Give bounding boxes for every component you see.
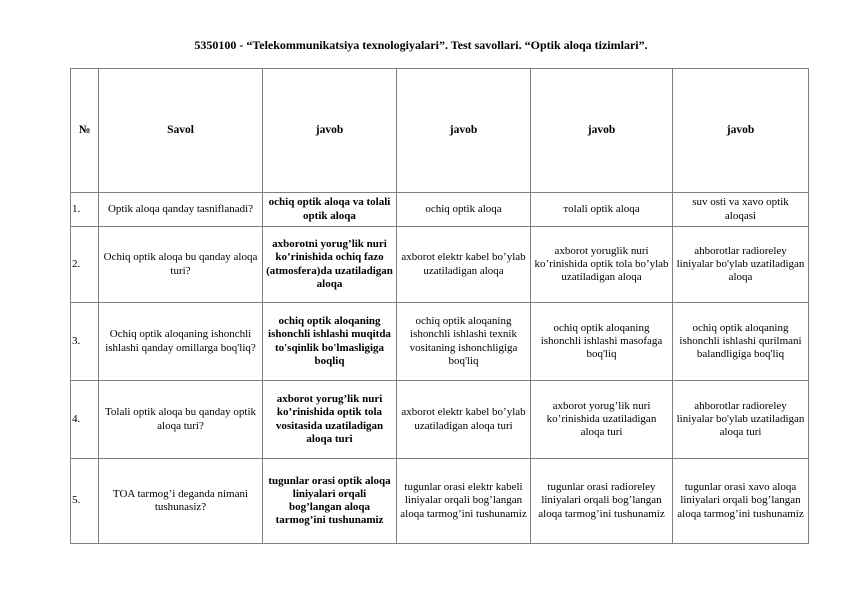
answer-option: suv osti va xavo optik aloqasi: [673, 193, 809, 227]
questions-table: [70, 68, 809, 544]
answer-option: axborot elektr kabel bo’ylab uzatiladigan aloqa turi: [397, 381, 531, 459]
correct-answer: axborot yorug’lik nuri ko’rinishida optik tola vositasida uzatiladigan aloqa turi: [263, 381, 397, 459]
answer-option: ochiq optik aloqaning ishonchli ishlashi texnik vositaning ishonchligiga boq'liq: [397, 303, 531, 381]
header-answer-1: javob: [263, 69, 397, 193]
answer-option: tugunlar orasi xavo aloqa liniyalari orqali bog’langan aloqa tarmog’ini tushunamiz: [673, 459, 809, 544]
row-number: 1.: [71, 193, 99, 227]
answer-option: axborot elektr kabel bo’ylab uzatiladigan aloqa: [397, 227, 531, 303]
table-row: [71, 227, 809, 303]
table-row: [71, 459, 809, 544]
correct-answer: ochiq optik aloqa va tolali optik aloqa: [263, 193, 397, 227]
answer-option: axborot yoruglik nuri ko’rinishida optik tola bo’ylab uzatiladigan aloqa: [531, 227, 673, 303]
question-text: Optik aloqa qanday tasniflanadi?: [99, 193, 263, 227]
header-answer-2: javob: [397, 69, 531, 193]
table-row: [71, 193, 809, 227]
answer-option: tugunlar orasi elektr kabeli liniyalar orqali bog’langan aloqa tarmog’ini tushunamiz: [397, 459, 531, 544]
correct-answer: tugunlar orasi optik aloqa liniyalari orqali bog’langan aloqa tarmog’ini tushunamiz: [263, 459, 397, 544]
table-row: [71, 303, 809, 381]
answer-option: tugunlar orasi radioreley liniyalari orqali bog’langan aloqa tarmog’ini tushunamiz: [531, 459, 673, 544]
correct-answer: axborotni yorug’lik nuri ko’rinishida ochiq fazo (atmosfera)da uzatiladigan aloqa: [263, 227, 397, 303]
correct-answer: ochiq optik aloqaning ishonchli ishlashi muqitda to'sqinlik bo'lmasligiga boqliq: [263, 303, 397, 381]
row-number: 4.: [71, 381, 99, 459]
table-row: [71, 381, 809, 459]
question-text: Ochiq optik aloqaning ishonchli ishlashi qanday omillarga boq'liq?: [99, 303, 263, 381]
question-text: TOA tarmog’i deganda nimani tushunasiz?: [99, 459, 263, 544]
document-title: 5350100 - “Telekommunikatsiya texnologiyalari”. Test savollari. “Optik aloqa tizimlari”.: [194, 38, 648, 52]
row-number: 3.: [71, 303, 99, 381]
answer-option: ahborotlar radioreley liniyalar bo'ylab uzatiladigan aloqa: [673, 227, 809, 303]
header-answer-4: javob: [673, 69, 809, 193]
header-answer-3: javob: [531, 69, 673, 193]
header-num: №: [71, 69, 99, 193]
answer-option: тolali optik aloqa: [531, 193, 673, 227]
question-text: Ochiq optik aloqa bu qanday aloqa turi?: [99, 227, 263, 303]
row-number: 2.: [71, 227, 99, 303]
answer-option: ochiq optik aloqa: [397, 193, 531, 227]
question-text: Tolali optik aloqa bu qanday optik aloqa turi?: [99, 381, 263, 459]
answer-option: axborot yorug’lik nuri ko’rinishida uzatiladigan aloqa turi: [531, 381, 673, 459]
answer-option: ochiq optik aloqaning ishonchli ishlashi masofaga boq'liq: [531, 303, 673, 381]
row-number: 5.: [71, 459, 99, 544]
header-question: Savol: [99, 69, 263, 193]
answer-option: ahborotlar radioreley liniyalar bo'ylab uzatiladigan aloqa turi: [673, 381, 809, 459]
table-header-row: [71, 69, 809, 193]
answer-option: ochiq optik aloqaning ishonchli ishlashi qurilmani balandligiga boq'liq: [673, 303, 809, 381]
